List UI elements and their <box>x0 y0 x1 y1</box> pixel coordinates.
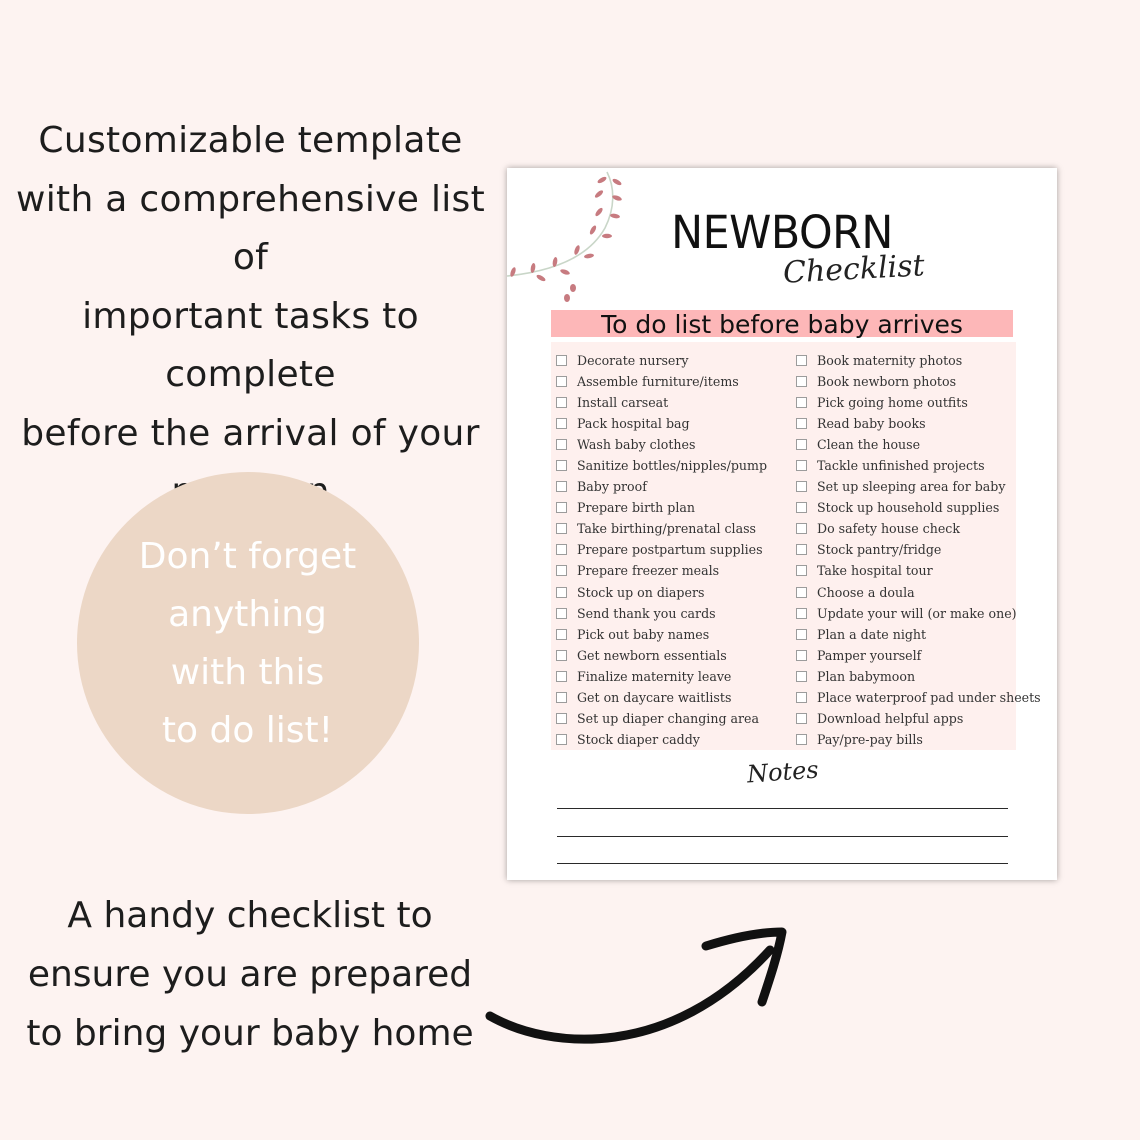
checkbox[interactable] <box>556 587 567 598</box>
checklist-column-left <box>556 350 767 750</box>
circle-line: to do list! <box>161 710 334 751</box>
checklist-item <box>556 434 767 455</box>
checkbox[interactable] <box>796 629 807 640</box>
checklist-item-label: Book maternity photos <box>817 353 963 369</box>
checkbox[interactable] <box>796 565 807 576</box>
checklist-item <box>796 539 1041 560</box>
checkbox[interactable] <box>556 692 567 703</box>
checkbox[interactable] <box>796 608 807 619</box>
checklist-item <box>556 392 767 413</box>
checklist-item-label: Book newborn photos <box>817 374 957 390</box>
checklist-item <box>796 518 1041 539</box>
checklist-item-label: Baby proof <box>577 479 647 495</box>
checklist-item-label: Sanitize bottles/nipples/pump <box>577 458 768 474</box>
checklist-item <box>796 371 1041 392</box>
checkbox[interactable] <box>556 355 567 366</box>
checklist-item-label: Update your will (or make one) <box>817 605 1017 621</box>
promo-circle-text <box>95 528 400 760</box>
checklist-item <box>556 582 767 603</box>
checklist-page <box>507 168 1057 880</box>
checklist-item-label: Take birthing/prenatal class <box>577 521 757 537</box>
checklist-item <box>556 687 767 708</box>
checklist-item <box>796 645 1041 666</box>
checkbox[interactable] <box>796 502 807 513</box>
intro-line: with a comprehensive list of <box>15 178 486 278</box>
checkbox[interactable] <box>556 608 567 619</box>
checkbox[interactable] <box>796 692 807 703</box>
note-line <box>557 808 1008 809</box>
circle-line: anything <box>168 594 327 635</box>
checklist-item <box>796 434 1041 455</box>
checklist-item <box>796 392 1041 413</box>
checklist-item <box>796 497 1041 518</box>
checklist-item-label: Do safety house check <box>817 521 960 537</box>
checklist-item-label: Install carseat <box>577 395 669 411</box>
checkbox[interactable] <box>556 460 567 471</box>
checklist-item <box>556 708 767 729</box>
checkbox[interactable] <box>556 397 567 408</box>
checklist-item <box>796 708 1041 729</box>
checklist-list <box>551 342 1041 750</box>
checklist-item-label: Pack hospital bag <box>577 416 690 432</box>
checklist-item-label: Plan a date night <box>817 626 927 642</box>
checklist-item <box>556 666 767 687</box>
checklist-item-label: Take hospital tour <box>817 563 933 579</box>
checklist-subtitle: Checklist <box>782 248 926 291</box>
checkbox[interactable] <box>796 671 807 682</box>
checklist-item-label: Decorate nursery <box>577 353 689 369</box>
checklist-column-right <box>796 350 1041 750</box>
checkbox[interactable] <box>796 460 807 471</box>
checklist-item-label: Plan babymoon <box>817 668 916 684</box>
checklist-item <box>556 455 767 476</box>
checklist-item-label: Tackle unfinished projects <box>817 458 985 474</box>
checklist-item-label: Pay/pre-pay bills <box>817 731 923 747</box>
checkbox[interactable] <box>796 397 807 408</box>
checklist-item-label: Get newborn essentials <box>577 647 727 663</box>
section-banner: To do list before baby arrives <box>551 310 1013 337</box>
checklist-item-label: Place waterproof pad under sheets <box>817 689 1041 705</box>
checkbox[interactable] <box>556 671 567 682</box>
checklist-item-label: Pamper yourself <box>817 647 922 663</box>
checkbox[interactable] <box>556 439 567 450</box>
checklist-item-label: Prepare freezer meals <box>577 563 720 579</box>
checklist-item <box>796 729 1041 750</box>
checkbox[interactable] <box>556 544 567 555</box>
checklist-item <box>796 413 1041 434</box>
intro-line: Customizable template <box>38 120 463 161</box>
intro-line: important tasks to complete <box>82 295 419 395</box>
checklist-item-label: Send thank you cards <box>577 605 716 621</box>
checklist-item <box>796 603 1041 624</box>
checklist-item-label: Pick out baby names <box>577 626 710 642</box>
checkbox[interactable] <box>796 376 807 387</box>
checklist-item-label: Set up sleeping area for baby <box>817 479 1006 495</box>
footer-line: to bring your baby home <box>26 1013 474 1054</box>
checklist-item-label: Read baby books <box>817 416 926 432</box>
checkbox[interactable] <box>796 418 807 429</box>
checkbox[interactable] <box>556 376 567 387</box>
checklist-item <box>556 518 767 539</box>
note-line <box>557 836 1008 837</box>
checkbox[interactable] <box>796 650 807 661</box>
curved-arrow-icon <box>470 910 800 1060</box>
checklist-item <box>556 371 767 392</box>
checklist-item <box>796 455 1041 476</box>
checklist-item-label: Stock diaper caddy <box>577 731 700 747</box>
footer-line: A handy checklist to <box>67 895 433 936</box>
checklist-item <box>556 539 767 560</box>
note-line <box>557 863 1008 864</box>
checklist-item <box>796 476 1041 497</box>
intro-text <box>8 112 493 522</box>
checklist-item-label: Choose a doula <box>817 584 915 600</box>
checklist-item <box>556 560 767 581</box>
checklist-item <box>556 729 767 750</box>
checkbox[interactable] <box>796 439 807 450</box>
checklist-item-label: Stock pantry/fridge <box>817 542 942 558</box>
checklist-item-label: Prepare postpartum supplies <box>577 542 763 558</box>
notes-heading: Notes <box>746 755 820 789</box>
checkbox[interactable] <box>556 650 567 661</box>
checklist-item <box>796 666 1041 687</box>
checkbox[interactable] <box>796 481 807 492</box>
checklist-title: NEWBORN <box>671 206 893 259</box>
checkbox[interactable] <box>556 629 567 640</box>
checklist-item-label: Stock up on diapers <box>577 584 705 600</box>
checklist-item <box>796 624 1041 645</box>
checkbox[interactable] <box>556 481 567 492</box>
checkbox[interactable] <box>796 734 807 745</box>
checklist-item <box>556 603 767 624</box>
checklist-item-label: Get on daycare waitlists <box>577 689 732 705</box>
checklist-item <box>556 350 767 371</box>
checkbox[interactable] <box>796 544 807 555</box>
checkbox[interactable] <box>796 523 807 534</box>
circle-line: with this <box>170 652 325 693</box>
checklist-item <box>796 582 1041 603</box>
checklist-item <box>796 350 1041 371</box>
checklist-item-label: Pick going home outfits <box>817 395 968 411</box>
checklist-item <box>556 476 767 497</box>
checklist-item-label: Assemble furniture/items <box>577 374 739 390</box>
checklist-item <box>556 624 767 645</box>
intro-line: before the arrival of your <box>21 412 480 454</box>
checklist-item-label: Prepare birth plan <box>577 500 695 516</box>
checkbox[interactable] <box>556 565 567 576</box>
footer-text <box>20 886 480 1063</box>
checklist-item-label: Stock up household supplies <box>817 500 1000 516</box>
checklist-item <box>556 497 767 518</box>
checklist-item-label: Download helpful apps <box>817 710 964 726</box>
checkbox[interactable] <box>796 587 807 598</box>
checkbox[interactable] <box>556 713 567 724</box>
checklist-item-label: Set up diaper changing area <box>577 710 759 726</box>
checklist-item <box>556 413 767 434</box>
checklist-item-label: Finalize maternity leave <box>577 668 732 684</box>
checkbox[interactable] <box>556 523 567 534</box>
checklist-item-label: Clean the house <box>817 437 921 453</box>
checkbox[interactable] <box>796 355 807 366</box>
checkbox[interactable] <box>556 502 567 513</box>
checklist-item <box>556 645 767 666</box>
checklist-item <box>796 560 1041 581</box>
checklist-item <box>796 687 1041 708</box>
checklist-item-label: Wash baby clothes <box>577 437 696 453</box>
circle-line: Don’t forget <box>138 536 357 577</box>
checkbox[interactable] <box>796 713 807 724</box>
checkbox[interactable] <box>556 418 567 429</box>
footer-line: ensure you are prepared <box>27 954 473 995</box>
checkbox[interactable] <box>556 734 567 745</box>
